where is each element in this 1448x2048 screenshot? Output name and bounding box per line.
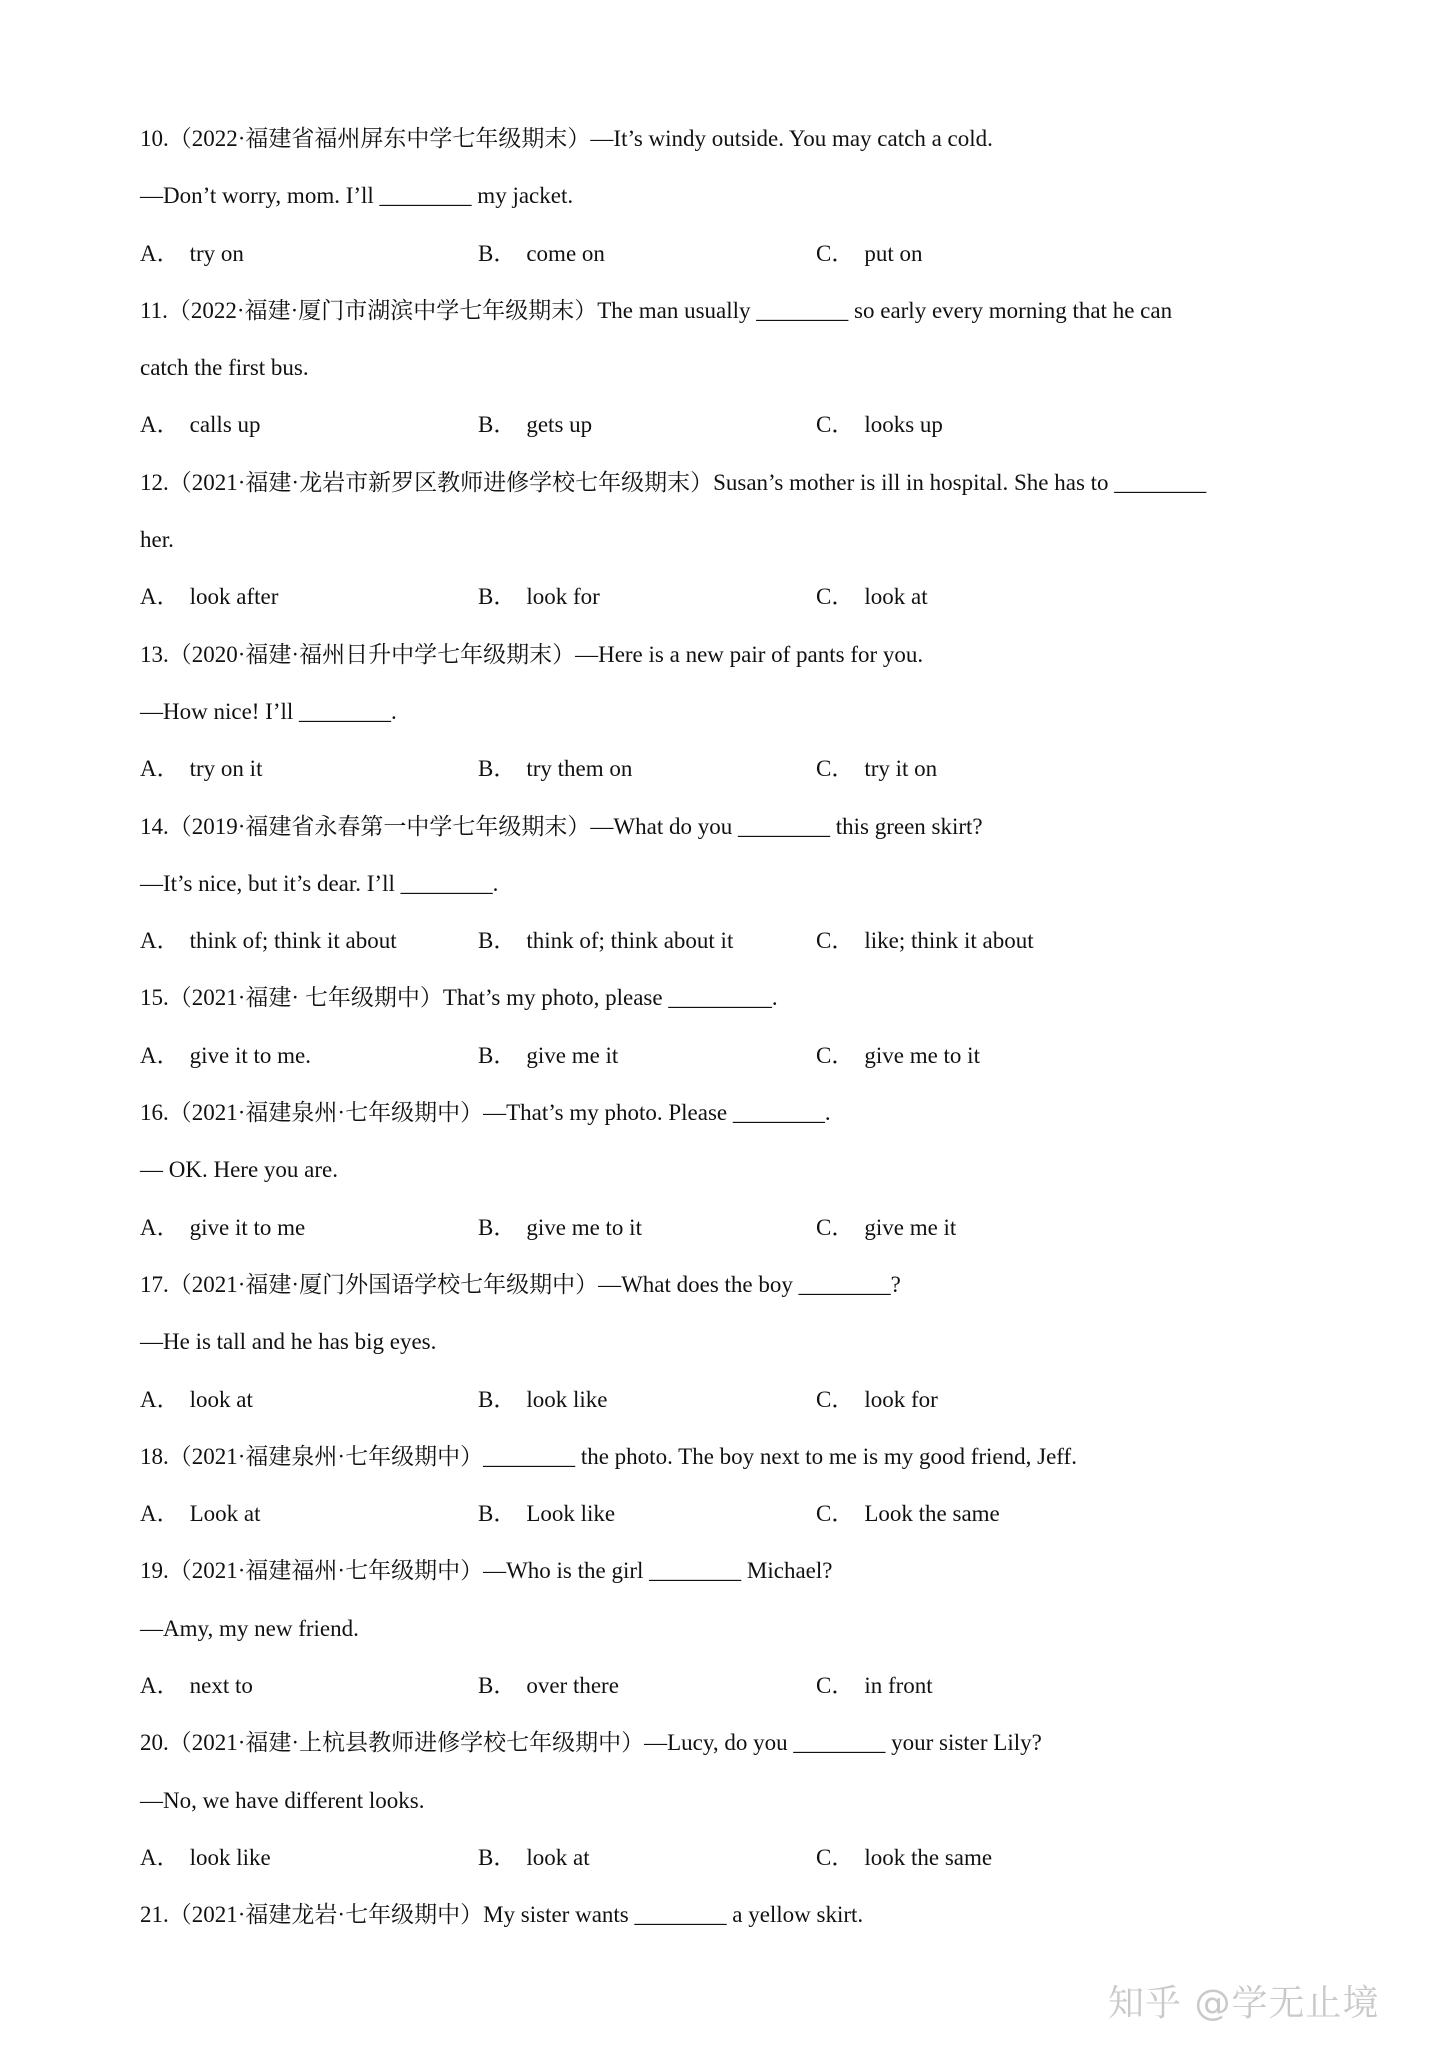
option-b [478,1027,618,1084]
option-letter: C． [816,412,855,438]
question-16 [140,1084,1340,1141]
options-row [140,740,1340,797]
option-a [140,1199,305,1256]
option-a [140,1485,261,1542]
option-text: come on [526,240,605,266]
question-stem: —Who is the girl ________ Michael? [483,1558,833,1584]
option-letter: B． [478,1042,517,1068]
option-letter: C． [816,584,855,610]
question-list [140,110,1340,1944]
question-number: 20. [140,1730,169,1756]
question-line: — OK. Here you are. [140,1157,338,1183]
option-text: look at [189,1386,253,1412]
option-letter: C． [816,1673,855,1699]
option-a [140,396,261,453]
question-19 [140,1542,1340,1599]
option-letter: B． [478,756,517,782]
question-stem: ________ the photo. The boy next to me is my good friend, Jeff. [483,1443,1077,1469]
option-letter: B． [478,1386,517,1412]
question-13 [140,626,1340,683]
question-21 [140,1886,1340,1943]
question-stem: —What does the boy ________? [598,1271,901,1297]
question-source: （2021·福建福州·七年级期中） [168,1558,484,1584]
option-letter: A． [140,928,180,954]
options-row [140,396,1340,453]
question-source: （2021·福建· 七年级期中） [168,985,443,1011]
question-source: （2020·福建·福州日升中学七年级期末） [168,641,576,667]
option-letter: C． [816,1501,855,1527]
question-number: 13. [140,641,169,667]
watermark: 知乎 @学无止境 [1108,1983,1380,2024]
option-c [816,912,1034,969]
option-text: look for [526,584,600,610]
option-text: like; think it about [864,928,1034,954]
option-c [816,1485,1000,1542]
option-text: try them on [526,756,633,782]
option-letter: A． [140,1042,180,1068]
option-letter: C． [816,1844,855,1870]
question-source: （2021·福建龙岩·七年级期中） [168,1902,484,1928]
option-text: give me to it [526,1214,642,1240]
options-row [140,225,1340,282]
question-source: （2021·福建泉州·七年级期中） [168,1100,484,1126]
option-letter: A． [140,1386,180,1412]
option-text: look for [864,1386,938,1412]
option-text: in front [864,1673,933,1699]
options-row [140,1829,1340,1886]
question-line: her. [140,527,174,553]
option-text: look the same [864,1844,993,1870]
option-text: look at [526,1844,590,1870]
question-stem: —Lucy, do you ________ your sister Lily? [644,1730,1042,1756]
question-source: （2021·福建·厦门外国语学校七年级期中） [168,1271,599,1297]
option-b [478,1199,642,1256]
option-text: look like [526,1386,608,1412]
option-letter: C． [816,1214,855,1240]
question-number: 10. [140,126,169,151]
option-letter: A． [140,1673,180,1699]
option-b [478,912,733,969]
option-text: gets up [526,412,593,438]
options-row [140,568,1340,625]
question-line: —Don’t worry, mom. I’ll ________ my jacket. [140,183,574,209]
option-a [140,912,397,969]
question-source: （2021·福建·龙岩市新罗区教师进修学校七年级期末） [168,469,714,495]
option-text: try on it [189,756,263,782]
question-15 [140,969,1340,1026]
option-b [478,225,605,282]
question-number: 16. [140,1100,169,1126]
question-number: 19. [140,1558,169,1584]
question-stem: The man usually ________ so early every morning that he can [597,297,1173,323]
question-source: （2022·福建·厦门市湖滨中学七年级期末） [167,297,598,323]
option-letter: B． [478,584,517,610]
question-line: —How nice! I’ll ________. [140,698,397,724]
option-c [816,1371,938,1428]
question-stem: That’s my photo, please _________. [442,985,778,1011]
options-row [140,1199,1340,1256]
question-line: catch the first bus. [140,355,309,381]
option-text: put on [864,240,923,266]
question-source: （2022·福建省福州屏东中学七年级期末） [168,126,591,151]
question-11 [140,282,1340,339]
option-letter: B． [478,240,517,266]
question-stem: —What do you ________ this green skirt? [590,813,983,839]
option-text: next to [189,1673,253,1699]
option-text: give me it [526,1042,619,1068]
option-text: give me it [864,1214,957,1240]
option-text: looks up [864,412,943,438]
option-a [140,568,278,625]
question-stem: —Here is a new pair of pants for you. [575,641,924,667]
option-text: Look like [526,1501,616,1527]
question-stem: Susan’s mother is ill in hospital. She has to ________ [713,469,1207,495]
option-letter: B． [478,1673,517,1699]
question-20 [140,1714,1340,1771]
option-a [140,1657,253,1714]
question-source: （2021·福建泉州·七年级期中） [168,1443,484,1469]
option-letter: B． [478,1214,517,1240]
option-letter: A． [140,756,180,782]
question-stem: —It’s windy outside. You may catch a cold. [590,126,993,151]
option-c [816,1027,980,1084]
option-letter: A． [140,1501,180,1527]
option-c [816,740,937,797]
option-text: calls up [189,412,261,438]
options-row [140,1657,1340,1714]
option-letter: A． [140,1844,180,1870]
option-c [816,1657,933,1714]
option-letter: B． [478,1844,517,1870]
question-number: 21. [140,1902,169,1928]
option-a [140,1371,253,1428]
options-row [140,1027,1340,1084]
question-number: 18. [140,1443,169,1469]
option-text: give it to me. [189,1042,311,1068]
option-letter: B． [478,1501,517,1527]
question-line: —He is tall and he has big eyes. [140,1329,437,1355]
question-line: —No, we have different looks. [140,1787,425,1813]
option-letter: C． [816,1386,855,1412]
option-text: look after [189,584,279,610]
option-a [140,1829,271,1886]
option-letter: B． [478,412,517,438]
question-12 [140,454,1340,511]
question-source: （2021·福建·上杭县教师进修学校七年级期中） [168,1730,645,1756]
question-17 [140,1256,1340,1313]
option-text: look at [864,584,928,610]
option-b [478,1829,590,1886]
option-letter: C． [816,928,855,954]
question-number: 15. [140,985,169,1011]
question-number: 14. [140,813,169,839]
option-a [140,740,262,797]
options-row [140,1485,1340,1542]
question-line: —It’s nice, but it’s dear. I’ll ________. [140,870,499,896]
option-text: give it to me [189,1214,306,1240]
option-text: think of; think it about [189,928,397,954]
question-line: —Amy, my new friend. [140,1615,359,1641]
option-text: try on [189,240,244,266]
option-letter: A． [140,1214,180,1240]
option-letter: C． [816,240,855,266]
option-c [816,1199,956,1256]
option-text: look like [189,1844,271,1870]
question-10 [140,110,1340,167]
option-b [478,568,600,625]
option-c [816,396,943,453]
option-text: try it on [864,756,938,782]
option-letter: C． [816,1042,855,1068]
option-text: think of; think about it [526,928,734,954]
question-stem: —That’s my photo. Please ________. [483,1100,831,1126]
options-row [140,1371,1340,1428]
question-number: 17. [140,1271,169,1297]
question-number: 11. [140,297,168,323]
option-text: over there [526,1673,619,1699]
option-b [478,1657,619,1714]
question-number: 12. [140,469,169,495]
options-row [140,912,1340,969]
option-letter: B． [478,928,517,954]
option-b [478,396,592,453]
option-c [816,1829,992,1886]
question-source: （2019·福建省永春第一中学七年级期末） [168,813,591,839]
option-a [140,225,244,282]
option-a [140,1027,311,1084]
question-14 [140,798,1340,855]
option-letter: A． [140,584,180,610]
option-c [816,568,928,625]
option-c [816,225,922,282]
question-18 [140,1428,1340,1485]
option-text: give me to it [864,1042,980,1068]
option-letter: A． [140,240,180,266]
option-b [478,740,632,797]
option-text: Look at [189,1501,261,1527]
option-text: Look the same [864,1501,1000,1527]
question-stem: My sister wants ________ a yellow skirt. [483,1902,864,1928]
option-letter: A． [140,412,180,438]
option-letter: C． [816,756,855,782]
option-b [478,1485,615,1542]
option-b [478,1371,607,1428]
